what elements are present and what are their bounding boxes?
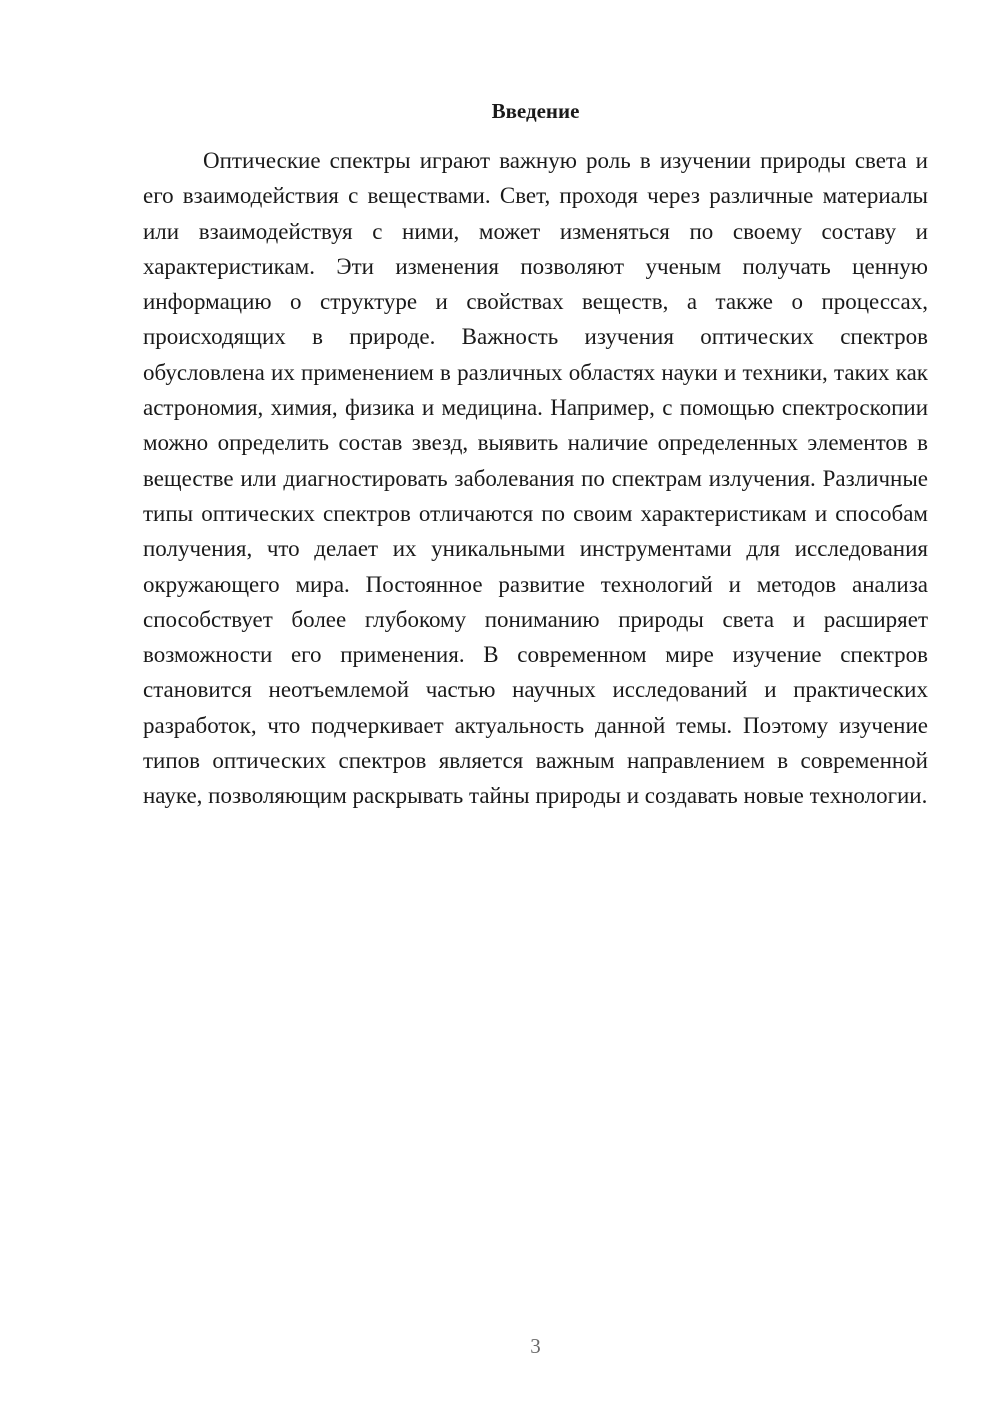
body-paragraph: Оптические спектры играют важную роль в изучении природы света и его взаимодействия с веществами. Свет, проходя через различные материалы или взаимодействуя с ними, может изменяться по своему составу и характеристикам. Эти изменения позволяют ученым получать ценную информацию о структуре и свойствах веществ, а также о процессах, происходящих в природе. Важность изучения оптических спектров обусловлена их применением в различных областях науки и техники, таких как астрономия, химия, физика и медицина. Например, с помощью спектроскопии можно определить состав звезд, выявить наличие определенных элементов в веществе или диагностировать заболевания по спектрам излучения. Различные типы оптических спектров отличаются по своим характеристикам и способам получения, что делает их уникальными инструментами для исследования окружающего мира. Постоянное развитие технологий и методов анализа способствует более глубокому пониманию природы света и расширяет возможности его применения. В современном мире изучение спектров становится неотъемлемой частью научных исследований и практических разработок, что подчеркивает актуальность данной темы. Поэтому изучение типов оптических спектров является важным направлением в современной науке, позволяющим раскрывать тайны природы и создавать новые технологии. <box>143 148 928 809</box>
section-heading: Введение <box>491 99 580 123</box>
page-number: 3 <box>530 1334 541 1358</box>
